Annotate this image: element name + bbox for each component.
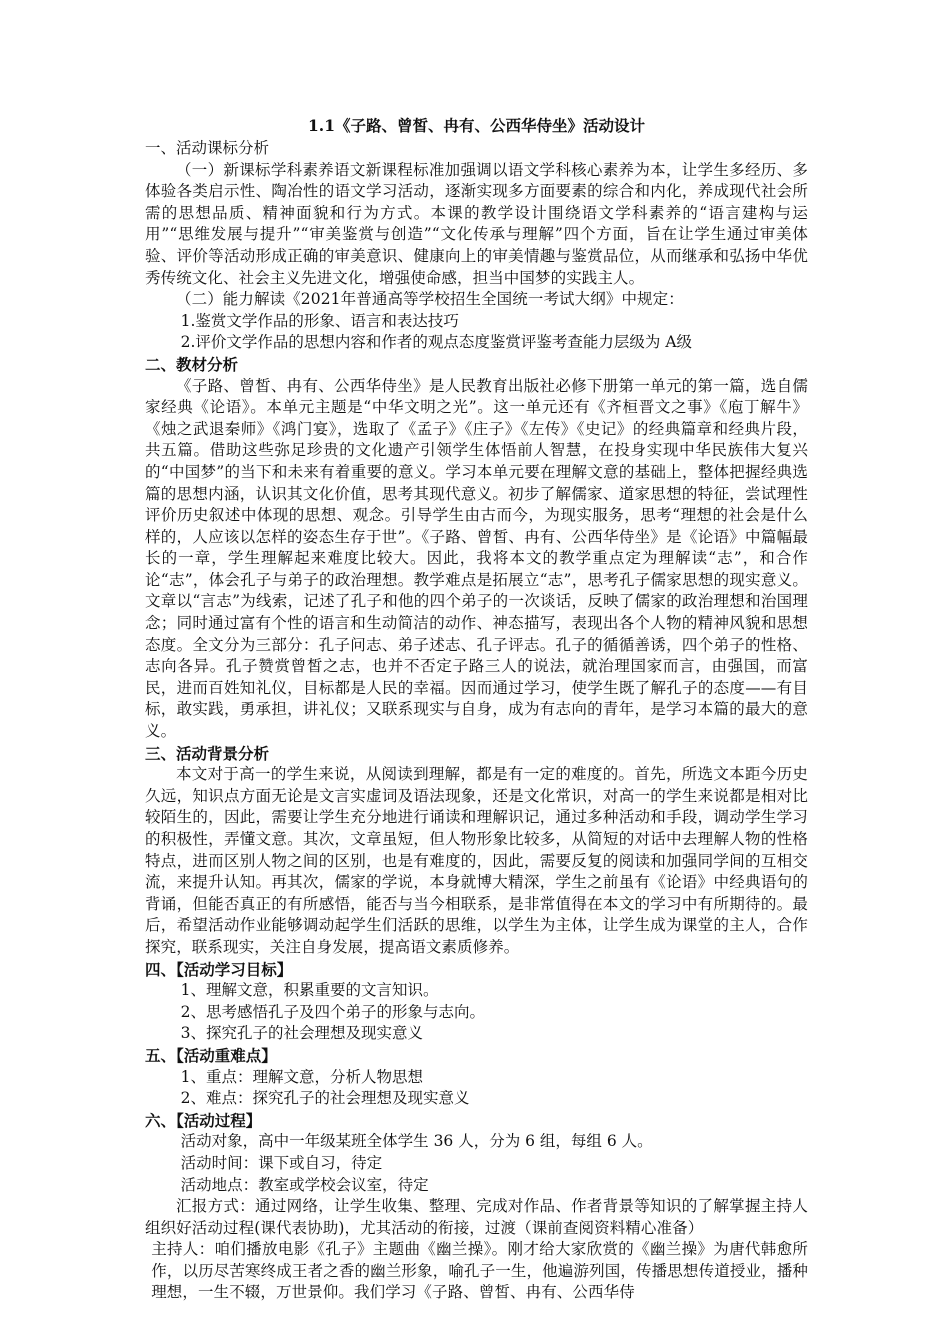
section-6-item-1: 活动对象，高中一年级某班全体学生 36 人，分为 6 组，每组 6 人。 xyxy=(180,1132,653,1151)
section-6-item-3: 活动地点：教室或学校会议室，待定 xyxy=(180,1175,429,1194)
section-1-item-2: 2.评价文学作品的思想内容和作者的观点态度鉴赏评鉴考查能力层级为 A级 xyxy=(180,333,693,352)
section-2-heading: 二、教材分析 xyxy=(145,354,239,374)
section-4-item-2: 2、思考感悟孔子及四个弟子的形象与志向。 xyxy=(180,1002,486,1021)
section-6-paragraph-1: 汇报方式：通过网络，让学生收集、整理、完成对作品、作者背景等知识的了解掌握主持人组织好活动过程(课代表协助)，尤其活动的衔接，过渡（课前查阅资料精心准备） xyxy=(145,1197,808,1237)
section-1-item-1: 1.鉴赏文学作品的形象、语言和表达技巧 xyxy=(180,311,459,330)
document-title: 1.1《子路、曾皙、冉有、公西华侍坐》活动设计 xyxy=(308,116,645,135)
section-6-heading: 六、【活动过程】 xyxy=(145,1110,262,1130)
section-5-item-1: 1、重点：理解文意，分析人物思想 xyxy=(180,1067,424,1086)
section-4-item-1: 1、理解文意，积累重要的文言知识。 xyxy=(180,981,439,1000)
section-1-paragraph-2: （二）能力解读《2021年普通高等学校招生全国统一考试大纲》中规定： xyxy=(176,290,684,309)
section-6-item-2: 活动时间：课下或自习，待定 xyxy=(180,1153,383,1172)
document-page xyxy=(145,114,808,1304)
section-5-item-2: 2、难点：探究孔子的社会理想及现实意义 xyxy=(180,1089,470,1108)
section-4-item-3: 3、探究孔子的社会理想及现实意义 xyxy=(180,1024,424,1043)
section-4-heading: 四、【活动学习目标】 xyxy=(145,959,293,979)
section-6-paragraph-2: 主持人：咱们播放电影《孔子》主题曲《幽兰操》。刚才给大家欣赏的《幽兰操》为唐代韩愈所作，以历尽苦寒终成王者之香的幽兰形象，喻孔子一生，他遍游列国，传播思想传道授业，播种理想，一生不辍，万世景仰。我们学习《子路、曾皙、冉有、公西华侍 xyxy=(151,1240,808,1302)
section-3-paragraph-1: 本文对于高一的学生来说，从阅读到理解，都是有一定的难度的。首先，所选文本距今历史久远，知识点方面无论是文言实虚词及语法现象，还是文化常识，对高一的学生来说都是相对比较陌生的，因此，需要让学生充分地进行诵读和理解识记，通过多种活动和手段，调动学生学习的积极性，弄懂文意。其次，文章虽短，但人物形象比较多，从简短的对话中去理解人物的性格特点，进而区别人物之间的区别，也是有难度的，因此，需要反复的阅读和加强同学间的互相交流，来提升认知。再其次，儒家的学说，本身就博大精深，学生之前虽有《论语》中经典语句的背诵，但能否真正的有所感悟，能否与当今相联系，是非常值得在本文的学习中有所期待的。最后，希望活动作业能够调动起学生们活跃的思维，以学生为主体，让学生成为课堂的主人，合作探究，联系现实，关注自身发展，提高语文素质修养。 xyxy=(145,765,808,956)
section-5-heading: 五、【活动重难点】 xyxy=(145,1045,277,1065)
section-1-heading: 一、活动课标分析 xyxy=(145,139,270,157)
section-3-heading: 三、活动背景分析 xyxy=(145,743,270,763)
section-2-paragraph-1: 《子路、曾皙、冉有、公西华侍坐》是人民教育出版社必修下册第一单元的第一篇，选自儒家经典《论语》。本单元主题是“中华文明之光”。这一单元还有《齐桓晋文之事》《庖丁解牛》《烛之武退秦师》《鸿门宴》，选取了《孟子》《庄子》《左传》《史记》的经典篇章和经典片段，共五篇。借助这些弥足珍贵的文化遗产引领学生体悟前人智慧，在投身实现中华民族伟大复兴的“中国梦”的当下和未来有着重要的意义。学习本单元要在理解文意的基础上，整体把握经典选篇的思想内涵，认识其文化价值，思考其现代意义。初步了解儒家、道家思想的特征，尝试理性评价历史叙述中体现的思想、观念。引导学生由古而今，为现实服务，思考“理想的社会是什么样的，人应该以怎样的姿态生存于世”。《子路、曾皙、冉有、公西华侍坐》是《论语》中篇幅最长的一章，学生理解起来难度比较大。因此，我将本文的教学重点定为理解读“志”，和合作论“志”，体会孔子与弟子的政治理想。教学难点是拓展立“志”，思考孔子儒家思想的现实意义。文章以“言志”为线索，记述了孔子和他的四个弟子的一次谈话，反映了儒家的政治理想和治国理念；同时通过富有个性的语言和生动简洁的动作、神态描写，表现出各个人物的精神风貌和思想态度。全文分为三部分：孔子问志、弟子述志、孔子评志。孔子的循循善诱，四个弟子的性格、志向各异。孔子赞赏曾皙之志，也并不否定子路三人的说法，就治理国家而言，由强国，而富民，进而百姓知礼仪，目标都是人民的幸福。因而通过学习，使学生既了解孔子的态度——有目标，敢实践，勇承担，讲礼仪；又联系现实与自身，成为有志向的青年，是学习本篇的最大的意义。 xyxy=(145,376,808,741)
section-1-paragraph-1: （一）新课标学科素养语文新课程标准加强调以语文学科核心素养为本，让学生多经历、多体验各类启示性、陶冶性的语文学习活动，逐渐实现多方面要素的综合和内化，养成现代社会所需的思想品质、精神面貌和行为方式。本课的教学设计围绕语文学科素养的“语言建构与运用”“思维发展与提升”“审美鉴赏与创造”“文化传承与理解”四个方面，旨在让学生通过审美体验、评价等活动形成正确的审美意识、健康向上的审美情趣与鉴赏品位，从而继承和弘扬中华优秀传统文化、社会主义先进文化，增强使命感，担当中国梦的实践主人。 xyxy=(145,160,808,287)
